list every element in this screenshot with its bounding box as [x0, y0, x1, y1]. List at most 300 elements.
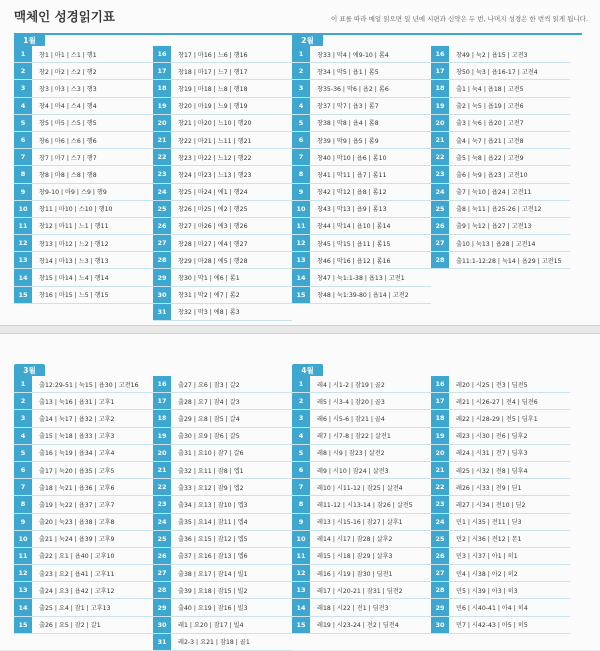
reading-row [431, 166, 570, 183]
day-number: 1 [14, 376, 32, 392]
reading-row [431, 218, 570, 235]
reading-column-left [292, 46, 431, 304]
reading-text: 창48 | 눅1:39-80 | 욥14 | 고전2 [317, 292, 409, 300]
reading-text: 출26 | 요5 | 잠2 | 갈1 [39, 622, 101, 630]
reading-row [292, 410, 431, 427]
reading-row [153, 376, 292, 393]
day-number: 31 [153, 304, 171, 320]
day-number: 28 [431, 582, 449, 598]
reading-row [431, 98, 570, 115]
divider [14, 33, 292, 35]
day-number: 7 [292, 479, 310, 495]
reading-text: 출9 | 눅12 | 욥27 | 고전13 [456, 223, 532, 231]
day-number: 24 [431, 514, 449, 530]
reading-row [431, 393, 570, 410]
reading-row [153, 531, 292, 548]
reading-text: 출21 | 눅24 | 욥39 | 고후9 [39, 536, 115, 544]
day-number: 28 [431, 252, 449, 268]
reading-row [14, 599, 153, 616]
reading-text: 레13 | 시15-16 | 잠27 | 살후1 [317, 519, 403, 527]
reading-row [14, 393, 153, 410]
day-number: 3 [292, 80, 310, 96]
reading-row [292, 46, 431, 63]
day-number: 15 [292, 287, 310, 303]
reading-row [153, 514, 292, 531]
reading-row [153, 617, 292, 634]
day-number: 4 [292, 428, 310, 444]
reading-row [431, 617, 570, 634]
day-number: 16 [153, 376, 171, 392]
day-number: 19 [153, 98, 171, 114]
day-number: 2 [14, 393, 32, 409]
reading-row [292, 496, 431, 513]
day-number: 11 [292, 548, 310, 564]
reading-row [292, 565, 431, 582]
day-number: 21 [153, 132, 171, 148]
month-tab: 2월 [292, 34, 323, 46]
reading-text: 창3 | 마3 | 스3 | 행3 [39, 85, 97, 93]
reading-row [153, 410, 292, 427]
day-number: 17 [153, 63, 171, 79]
reading-row [431, 582, 570, 599]
day-number: 16 [153, 46, 171, 62]
reading-text: 레1 | 요20 | 잠17 | 빌4 [178, 622, 244, 630]
reading-text: 창40 | 막10 | 욥6 | 롬10 [317, 154, 387, 162]
day-number: 17 [431, 63, 449, 79]
reading-row [14, 235, 153, 252]
day-number: 15 [292, 617, 310, 633]
reading-row [153, 115, 292, 132]
day-number: 2 [292, 393, 310, 409]
day-number: 8 [292, 166, 310, 182]
day-number: 2 [14, 63, 32, 79]
day-number: 23 [153, 166, 171, 182]
reading-text: 레18 | 시22 | 전1 | 딤전3 [317, 605, 389, 613]
day-number: 21 [431, 462, 449, 478]
day-number: 14 [292, 269, 310, 285]
reading-text: 창17 | 마16 | 느6 | 행16 [178, 51, 248, 59]
reading-text: 출38 | 요17 | 잠14 | 빌1 [178, 570, 248, 578]
reading-row [431, 565, 570, 582]
day-number: 20 [431, 445, 449, 461]
reading-text: 창19 | 마18 | 느8 | 행18 [178, 85, 248, 93]
reading-row [431, 46, 570, 63]
reading-row [14, 98, 153, 115]
reading-text: 출37 | 요16 | 잠13 | 엡6 [178, 553, 248, 561]
reading-text: 창32 | 막3 | 에8 | 롬3 [178, 309, 240, 317]
reading-text: 창12 | 마11 | 느1 | 행11 [39, 223, 109, 231]
day-number: 15 [14, 617, 32, 633]
reading-row [153, 393, 292, 410]
reading-row [153, 287, 292, 304]
reading-column-right [153, 46, 292, 321]
reading-row [431, 531, 570, 548]
reading-row [14, 80, 153, 97]
reading-row [431, 376, 570, 393]
day-number: 10 [14, 201, 32, 217]
day-number: 30 [431, 617, 449, 633]
reading-text: 출15 | 눅18 | 욥33 | 고후3 [39, 433, 115, 441]
reading-text: 레26 | 시33 | 전9 | 딛1 [456, 484, 522, 492]
reading-text: 출39 | 요18 | 잠15 | 빌2 [178, 587, 248, 595]
reading-row [153, 80, 292, 97]
reading-row [153, 184, 292, 201]
reading-row [14, 132, 153, 149]
reading-text: 창33 | 막4 | 에9-10 | 롬4 [317, 51, 389, 59]
reading-text: 레17 | 시20-21 | 잠31 | 딤전2 [317, 587, 403, 595]
reading-text: 출29 | 요8 | 잠5 | 갈4 [178, 415, 240, 423]
reading-row [153, 269, 292, 286]
day-number: 27 [431, 565, 449, 581]
reading-text: 레4 | 시1-2 | 잠19 | 골2 [317, 381, 385, 389]
reading-row [153, 565, 292, 582]
day-number: 1 [292, 376, 310, 392]
reading-row [14, 218, 153, 235]
reading-row [153, 428, 292, 445]
day-number: 8 [14, 496, 32, 512]
reading-row [14, 428, 153, 445]
reading-text: 민1 | 시35 | 전11 | 딛3 [456, 519, 522, 527]
reading-row [292, 235, 431, 252]
reading-row [153, 98, 292, 115]
day-number: 24 [153, 514, 171, 530]
day-number: 2 [292, 63, 310, 79]
reading-row [153, 599, 292, 616]
reading-text: 출30 | 요9 | 잠6 | 갈5 [178, 433, 240, 441]
reading-row [153, 166, 292, 183]
reading-text: 창9-10 | 마9 | 스9 | 행9 [39, 189, 107, 197]
reading-row [292, 531, 431, 548]
reading-text: 출20 | 눅23 | 욥38 | 고후8 [39, 519, 115, 527]
day-number: 25 [153, 201, 171, 217]
reading-text: 출1 | 눅4 | 욥18 | 고전5 [456, 85, 524, 93]
reading-text: 창34 | 막5 | 욥1 | 롬5 [317, 68, 379, 76]
reading-row [14, 287, 153, 304]
reading-text: 민3 | 시37 | 아1 | 히1 [456, 553, 518, 561]
reading-row [292, 548, 431, 565]
reading-row [14, 46, 153, 63]
reading-text: 창25 | 마24 | 에1 | 행24 [178, 189, 248, 197]
day-number: 23 [153, 496, 171, 512]
day-number: 9 [292, 514, 310, 530]
page-title: 맥체인 성경읽기표 [14, 9, 115, 24]
reading-text: 창50 | 눅3 | 욥16-17 | 고전4 [456, 68, 538, 76]
reading-text: 출17 | 눅20 | 욥35 | 고후5 [39, 467, 115, 475]
day-number: 7 [14, 479, 32, 495]
reading-text: 레23 | 시30 | 전6 | 딤후2 [456, 433, 528, 441]
month-tab: 1월 [14, 34, 45, 46]
reading-text: 창47 | 눅1:1-38 | 욥13 | 고전1 [317, 275, 405, 283]
reading-row [292, 287, 431, 304]
reading-row [153, 496, 292, 513]
day-number: 5 [292, 115, 310, 131]
reading-row [153, 548, 292, 565]
reading-text: 출5 | 눅8 | 욥22 | 고전9 [456, 154, 524, 162]
reading-row [431, 479, 570, 496]
day-number: 27 [153, 565, 171, 581]
reading-text: 창49 | 눅2 | 욥15 | 고전3 [456, 51, 528, 59]
day-number: 23 [431, 166, 449, 182]
day-number: 17 [153, 393, 171, 409]
day-number: 29 [153, 599, 171, 615]
reading-text: 창7 | 마7 | 스7 | 행7 [39, 154, 97, 162]
reading-row [153, 479, 292, 496]
reading-text: 레24 | 시31 | 전7 | 딤후3 [456, 450, 528, 458]
reading-text: 출4 | 눅7 | 욥21 | 고전8 [456, 137, 524, 145]
reading-text: 레22 | 시28-29 | 전5 | 딤후1 [456, 415, 538, 423]
day-number: 21 [153, 462, 171, 478]
reading-text: 창8 | 마8 | 스8 | 행8 [39, 171, 97, 179]
reading-row [14, 531, 153, 548]
reading-text: 출31 | 요10 | 잠7 | 갈6 [178, 450, 244, 458]
day-number: 13 [292, 252, 310, 268]
reading-row [292, 582, 431, 599]
day-number: 12 [292, 565, 310, 581]
reading-row [292, 201, 431, 218]
day-number: 14 [292, 599, 310, 615]
reading-text: 창18 | 마17 | 느7 | 행17 [178, 68, 248, 76]
reading-text: 출23 | 요2 | 욥41 | 고후11 [39, 570, 115, 578]
reading-text: 레6 | 시5-6 | 잠21 | 골4 [317, 415, 385, 423]
reading-row [292, 445, 431, 462]
day-number: 5 [14, 115, 32, 131]
reading-text: 출19 | 눅22 | 욥37 | 고후7 [39, 501, 115, 509]
day-number: 12 [14, 235, 32, 251]
divider [292, 33, 582, 35]
day-number: 14 [14, 599, 32, 615]
day-number: 31 [153, 634, 171, 650]
reading-row [14, 269, 153, 286]
reading-text: 창43 | 막13 | 욥9 | 롬13 [317, 206, 387, 214]
reading-row [292, 218, 431, 235]
reading-row [292, 115, 431, 132]
reading-text: 레11-12 | 시13-14 | 잠26 | 살전5 [317, 501, 413, 509]
reading-row [431, 428, 570, 445]
reading-row [431, 514, 570, 531]
reading-row [153, 304, 292, 321]
day-number: 11 [14, 548, 32, 564]
reading-text: 창28 | 마27 | 에4 | 행27 [178, 240, 248, 248]
day-number: 19 [431, 98, 449, 114]
reading-row [431, 184, 570, 201]
reading-text: 창21 | 마20 | 느10 | 행20 [178, 120, 252, 128]
reading-row [153, 201, 292, 218]
day-number: 5 [14, 445, 32, 461]
reading-row [14, 565, 153, 582]
reading-row [431, 496, 570, 513]
reading-text: 출14 | 눅17 | 욥32 | 고후2 [39, 415, 115, 423]
reading-text: 레7 | 시7-8 | 잠22 | 살전1 [317, 433, 391, 441]
day-number: 25 [153, 531, 171, 547]
reading-row [431, 132, 570, 149]
reading-text: 출11:1-12:28 | 눅14 | 욥29 | 고전15 [456, 257, 562, 265]
reading-text: 레14 | 시17 | 잠28 | 살후2 [317, 536, 393, 544]
reading-text: 출6 | 눅9 | 욥23 | 고전10 [456, 171, 528, 179]
day-number: 26 [431, 218, 449, 234]
reading-text: 창1 | 마1 | 스1 | 행1 [39, 51, 97, 59]
day-number: 20 [153, 115, 171, 131]
reading-row [431, 548, 570, 565]
day-number: 9 [14, 514, 32, 530]
reading-text: 창39 | 막9 | 욥5 | 롬9 [317, 137, 379, 145]
day-number: 19 [431, 428, 449, 444]
day-number: 9 [292, 184, 310, 200]
reading-text: 레2-3 | 요21 | 잠18 | 골1 [178, 639, 250, 647]
day-number: 17 [431, 393, 449, 409]
reading-text: 창42 | 막12 | 욥8 | 롬12 [317, 189, 387, 197]
reading-row [153, 462, 292, 479]
reading-text: 출8 | 눅11 | 욥25-26 | 고전12 [456, 206, 542, 214]
reading-row [431, 149, 570, 166]
day-number: 27 [153, 235, 171, 251]
day-number: 30 [153, 287, 171, 303]
reading-row [292, 98, 431, 115]
reading-text: 출36 | 요15 | 잠12 | 엡5 [178, 536, 248, 544]
reading-row [153, 582, 292, 599]
reading-text: 창24 | 마23 | 느13 | 행23 [178, 171, 252, 179]
reading-row [292, 462, 431, 479]
reading-text: 창41 | 막11 | 욥7 | 롬11 [317, 171, 387, 179]
day-number: 7 [14, 149, 32, 165]
day-number: 13 [292, 582, 310, 598]
reading-row [153, 149, 292, 166]
day-number: 7 [292, 149, 310, 165]
reading-text: 창4 | 마4 | 스4 | 행4 [39, 103, 97, 111]
reading-row [14, 166, 153, 183]
reading-row [14, 496, 153, 513]
reading-text: 창30 | 막1 | 에6 | 롬1 [178, 275, 240, 283]
day-number: 15 [14, 287, 32, 303]
day-number: 4 [14, 428, 32, 444]
reading-row [292, 514, 431, 531]
day-number: 26 [153, 548, 171, 564]
reading-text: 출32 | 요11 | 잠8 | 엡1 [178, 467, 244, 475]
reading-text: 창46 | 막16 | 욥12 | 롬16 [317, 257, 391, 265]
day-number: 18 [431, 410, 449, 426]
reading-row [292, 393, 431, 410]
day-number: 8 [292, 496, 310, 512]
reading-text: 창15 | 마14 | 느4 | 행14 [39, 275, 109, 283]
reading-text: 민5 | 시39 | 아3 | 히3 [456, 587, 518, 595]
reading-row [292, 269, 431, 286]
reading-text: 출22 | 요1 | 욥40 | 고후10 [39, 553, 115, 561]
reading-row [14, 252, 153, 269]
day-number: 13 [14, 582, 32, 598]
reading-row [431, 599, 570, 616]
day-number: 20 [153, 445, 171, 461]
day-number: 27 [431, 235, 449, 251]
reading-text: 출13 | 눅16 | 욥31 | 고후1 [39, 398, 115, 406]
reading-text: 레20 | 시25 | 전3 | 딤전5 [456, 381, 528, 389]
day-number: 12 [292, 235, 310, 251]
reading-row [14, 149, 153, 166]
day-number: 26 [431, 548, 449, 564]
reading-row [14, 617, 153, 634]
day-number: 23 [431, 496, 449, 512]
reading-row [292, 149, 431, 166]
reading-row [153, 235, 292, 252]
reading-row [14, 514, 153, 531]
page-subtitle: 이 표를 따라 매일 읽으면 일 년에 시편과 신약은 두 번, 나머지 성경은 한 번씩 읽게 됩니다. [331, 15, 588, 23]
reading-row [14, 410, 153, 427]
reading-row [14, 582, 153, 599]
reading-text: 출10 | 눅13 | 욥28 | 고전14 [456, 240, 536, 248]
reading-row [431, 63, 570, 80]
reading-row [153, 63, 292, 80]
reading-row [431, 115, 570, 132]
reading-text: 레21 | 시26-27 | 전4 | 딤전6 [456, 398, 538, 406]
reading-text: 출28 | 요7 | 잠4 | 갈3 [178, 398, 240, 406]
reading-row [14, 115, 153, 132]
reading-text: 창27 | 마26 | 에3 | 행26 [178, 223, 248, 231]
day-number: 13 [14, 252, 32, 268]
reading-text: 출27 | 요6 | 잠3 | 갈2 [178, 381, 240, 389]
reading-text: 창26 | 마25 | 에2 | 행25 [178, 206, 248, 214]
day-number: 28 [153, 252, 171, 268]
reading-text: 출7 | 눅10 | 욥24 | 고전11 [456, 189, 532, 197]
day-number: 24 [431, 184, 449, 200]
day-number: 29 [431, 599, 449, 615]
reading-row [292, 184, 431, 201]
reading-row [431, 445, 570, 462]
day-number: 8 [14, 166, 32, 182]
reading-column-left [292, 376, 431, 634]
reading-text: 출16 | 눅19 | 욥34 | 고후4 [39, 450, 115, 458]
day-number: 11 [14, 218, 32, 234]
reading-text: 창14 | 마13 | 느3 | 행13 [39, 257, 109, 265]
day-number: 18 [153, 80, 171, 96]
reading-row [14, 548, 153, 565]
reading-row [292, 132, 431, 149]
reading-text: 창20 | 마19 | 느9 | 행19 [178, 103, 248, 111]
day-number: 4 [14, 98, 32, 114]
reading-text: 민4 | 시38 | 아2 | 히2 [456, 570, 518, 578]
reading-text: 레27 | 시34 | 전10 | 딛2 [456, 501, 526, 509]
day-number: 16 [431, 376, 449, 392]
reading-text: 창22 | 마21 | 느11 | 행21 [178, 137, 252, 145]
reading-text: 레5 | 시3-4 | 잠20 | 골3 [317, 398, 385, 406]
reading-text: 창45 | 막15 | 욥11 | 롬15 [317, 240, 391, 248]
day-number: 6 [292, 132, 310, 148]
reading-text: 출2 | 눅5 | 욥19 | 고전6 [456, 103, 524, 111]
reading-text: 레8 | 시9 | 잠23 | 살전2 [317, 450, 385, 458]
reading-row [153, 46, 292, 63]
reading-row [14, 462, 153, 479]
day-number: 18 [153, 410, 171, 426]
reading-row [292, 376, 431, 393]
day-number: 6 [14, 462, 32, 478]
reading-text: 레9 | 시10 | 잠24 | 살전3 [317, 467, 389, 475]
reading-row [14, 63, 153, 80]
reading-text: 출35 | 요14 | 잠11 | 엡4 [178, 519, 248, 527]
day-number: 11 [292, 218, 310, 234]
reading-text: 민7 | 시42-43 | 아5 | 히5 [456, 622, 528, 630]
day-number: 9 [14, 184, 32, 200]
reading-text: 출12:29-51 | 눅15 | 욥30 | 고전16 [39, 381, 139, 389]
reading-text: 레15 | 시18 | 잠29 | 살후3 [317, 553, 393, 561]
reading-text: 창44 | 막14 | 욥10 | 롬14 [317, 223, 391, 231]
day-number: 25 [431, 531, 449, 547]
reading-row [153, 252, 292, 269]
day-number: 28 [153, 582, 171, 598]
day-number: 3 [14, 410, 32, 426]
month-tab: 3월 [14, 364, 45, 376]
reading-row [292, 599, 431, 616]
day-number: 4 [292, 98, 310, 114]
reading-text: 출24 | 요3 | 욥42 | 고후12 [39, 587, 115, 595]
day-number: 10 [292, 201, 310, 217]
reading-text: 창13 | 마12 | 느2 | 행12 [39, 240, 109, 248]
